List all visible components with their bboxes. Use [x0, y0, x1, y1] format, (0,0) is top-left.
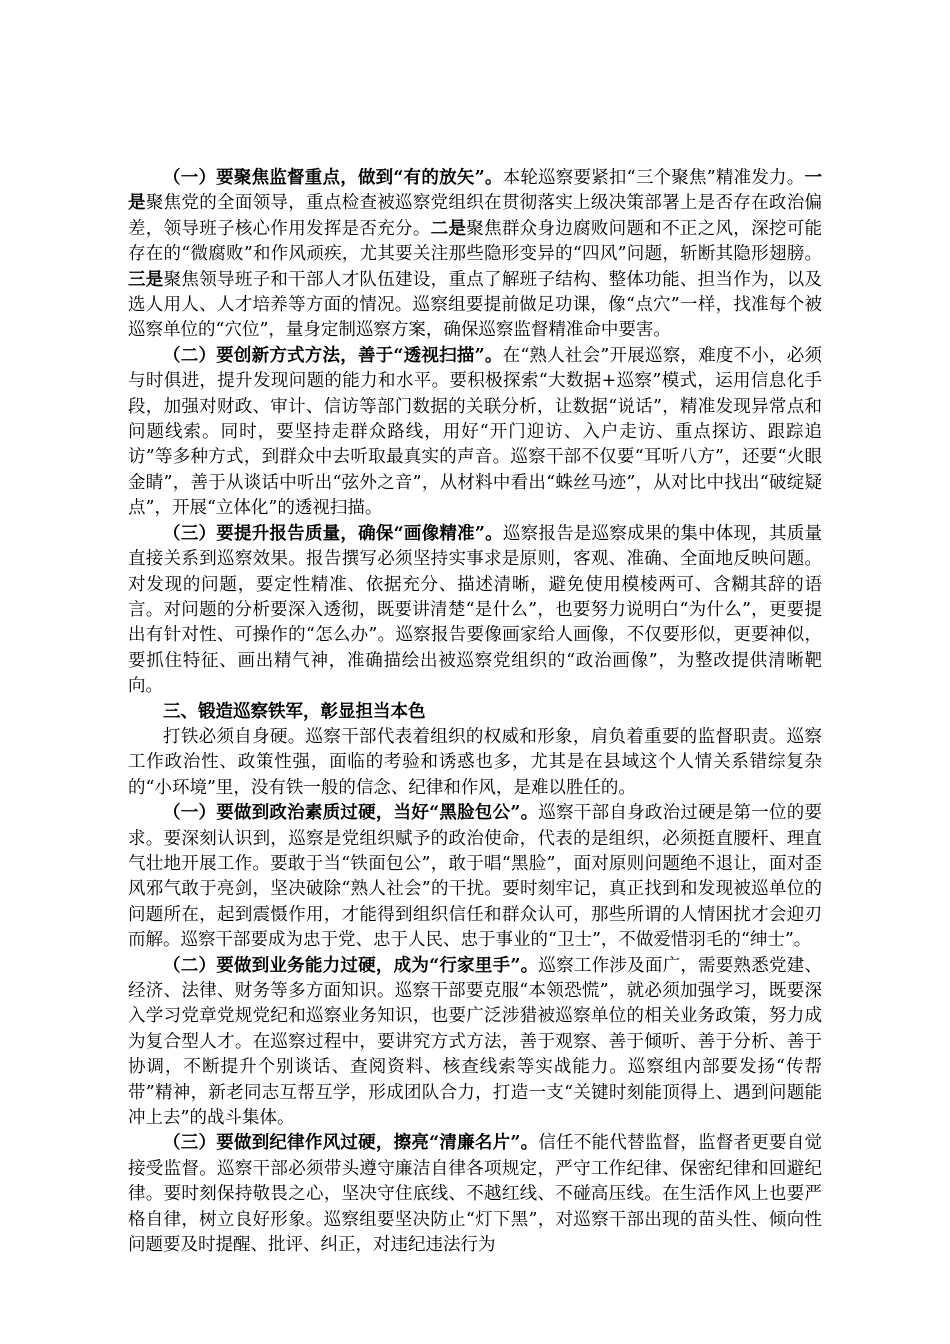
paragraph-2-lead: （二）要创新方式方法，善于“透视扫描”。	[163, 345, 503, 366]
paragraph-6	[128, 954, 822, 1132]
paragraph-4-text: 打铁必须自身硬。巡察干部代表着组织的权威和形象，肩负着重要的监督职责。巡察工作政治性、政策性强，面临的考验和诱惑也多，尤其是在县域这个人情关系错综复杂的“小环境”里，没有铁一般的信念、纪律和作风，是难以胜任的。	[128, 726, 822, 798]
paragraph-2-text: 在“熟人社会”开展巡察，难度不小，必须与时俱进，提升发现问题的能力和水平。要积极探索“大数据+巡察”模式，运用信息化手段，加强对财政、审计、信访等部门数据的关联分析，让数据“说话”，精准发现异常点和问题线索。同时，要坚持走群众路线，用好“开门迎访、入户走访、重点探访、跟踪追访”等多种方式，到群众中去听取最真实的声音。巡察干部不仅要“耳听八方”，还要“火眼金睛”，善于从谈话中听出“弦外之音”，从材料中看出“蛛丝马迹”，从对比中找出“破绽疑点”，开展“立体化”的透视扫描。	[128, 345, 822, 519]
paragraph-5-lead: （一）要做到政治素质过硬，当好“黑脸包公”。	[163, 803, 539, 824]
paragraph-6-lead: （二）要做到业务能力过硬，成为“行家里手”。	[163, 955, 539, 976]
paragraph-3-text: 巡察报告是巡察成果的集中体现，其质量直接关系到巡察效果。报告撰写必须坚持实事求是原则，客观、准确、全面地反映问题。对发现的问题，要定性精准、依据充分、描述清晰，避免使用模棱两可、含糊其辞的语言。对问题的分析要深入透彻，既要讲清楚“是什么”，也要努力说明白“为什么”，更要提出有针对性、可操作的“怎么办”。巡察报告要像画家给人画像，不仅要形似，更要神似，要抓住特征、画出精气神，准确描绘出被巡察党组织的“政治画像”，为整改提供清晰靶向。	[128, 523, 822, 697]
paragraph-1-lead: （一）要聚焦监督重点，做到“有的放矢”。	[163, 168, 503, 188]
paragraph-3-lead: （三）要提升报告质量，确保“画像精准”。	[163, 523, 503, 544]
paragraph-5	[128, 801, 822, 953]
paragraph-4	[128, 725, 822, 801]
paragraph-5-text: 巡察干部自身政治过硬是第一位的要求。要深刻认识到，巡察是党组织赋予的政治使命，代表的是组织，必须挺直腰杆、理直气壮地开展工作。要敢于当“铁面包公”，敢于唱“黑脸”，面对原则问题绝不退让，面对歪风邪气敢于亮剑，坚决破除“熟人社会”的干扰。要时刻牢记，真正找到和发现被巡单位的问题所在，起到震慑作用，才能得到组织信任和群众认可，那些所谓的人情困扰才会迎刃而解。巡察干部要成为忠于党、忠于人民、忠于事业的“卫士”，不做爱惜羽毛的“绅士”。	[128, 803, 822, 951]
document-body	[128, 166, 822, 1258]
paragraph-1-point-3-text: 聚焦领导班子和干部人才队伍建设，重点了解班子结构、整体功能、担当作为，以及选人用人、人才培养等方面的情况。巡察组要提前做足功课，像“点穴”一样，找准每个被巡察单位的“穴位”，量身定制巡察方案，确保巡察监督精准命中要害。	[128, 269, 823, 341]
paragraph-1-point-2-text: 聚焦群众身边腐败问题和不正之风，深挖可能存在的“微腐败”和作风顽疾，尤其要关注那些隐形变异的“四风”问题，斩断其隐形翅膀。	[128, 218, 823, 265]
paragraph-7	[128, 1131, 822, 1258]
paragraph-1-point-3-marker: 三是	[128, 269, 164, 290]
paragraph-1-point-2-marker: 二是	[430, 218, 467, 239]
section-heading-3: 三、锻造巡察铁军，彰显担当本色	[163, 701, 426, 722]
paragraph-1	[128, 166, 822, 344]
paragraph-7-text: 信任不能代替监督，监督者更要自觉接受监督。巡察干部必须带头遵守廉洁自律各项规定，严守工作纪律、保密纪律和回避纪律。要时刻保持敬畏之心，坚决守住底线、不越红线、不碰高压线。在生活作风上也要严格自律，树立良好形象。巡察组要坚决防止“灯下黑”，对巡察干部出现的苗头性、倾向性问题要及时提醒、批评、纠正，对违纪违法行为	[128, 1133, 822, 1256]
paragraph-3	[128, 522, 822, 700]
paragraph-1-point-1-marker: 一是	[128, 168, 822, 214]
paragraph-2	[128, 344, 822, 522]
paragraph-6-text: 巡察工作涉及面广，需要熟悉党建、经济、法律、财务等多方面知识。巡察干部要克服“本领恐慌”，就必须加强学习，既要深入学习党章党规党纪和巡察业务知识，也要广泛涉猎被巡察单位的相关业务政策，努力成为复合型人才。在巡察过程中，要讲究方式方法，善于观察、善于倾听、善于分析、善于协调，不断提升个别谈话、查阅资料、核查线索等实战能力。巡察组内部要发扬“传帮带”精神，新老同志互帮互学，形成团队合力，打造一支“关键时刻能顶得上、遇到问题能冲上去”的战斗集体。	[128, 955, 822, 1129]
paragraph-1-text: 本轮巡察要紧扣“三个聚焦”精准发力。	[502, 168, 805, 188]
paragraph-1-point-1-text: 聚焦党的全面领导，重点检查被巡察党组织在贯彻落实上级决策部署上是否存在政治偏差，领导班子核心作用发挥是否充分。	[128, 193, 823, 239]
paragraph-7-lead: （三）要做到纪律作风过硬，擦亮“清廉名片”。	[163, 1133, 539, 1154]
